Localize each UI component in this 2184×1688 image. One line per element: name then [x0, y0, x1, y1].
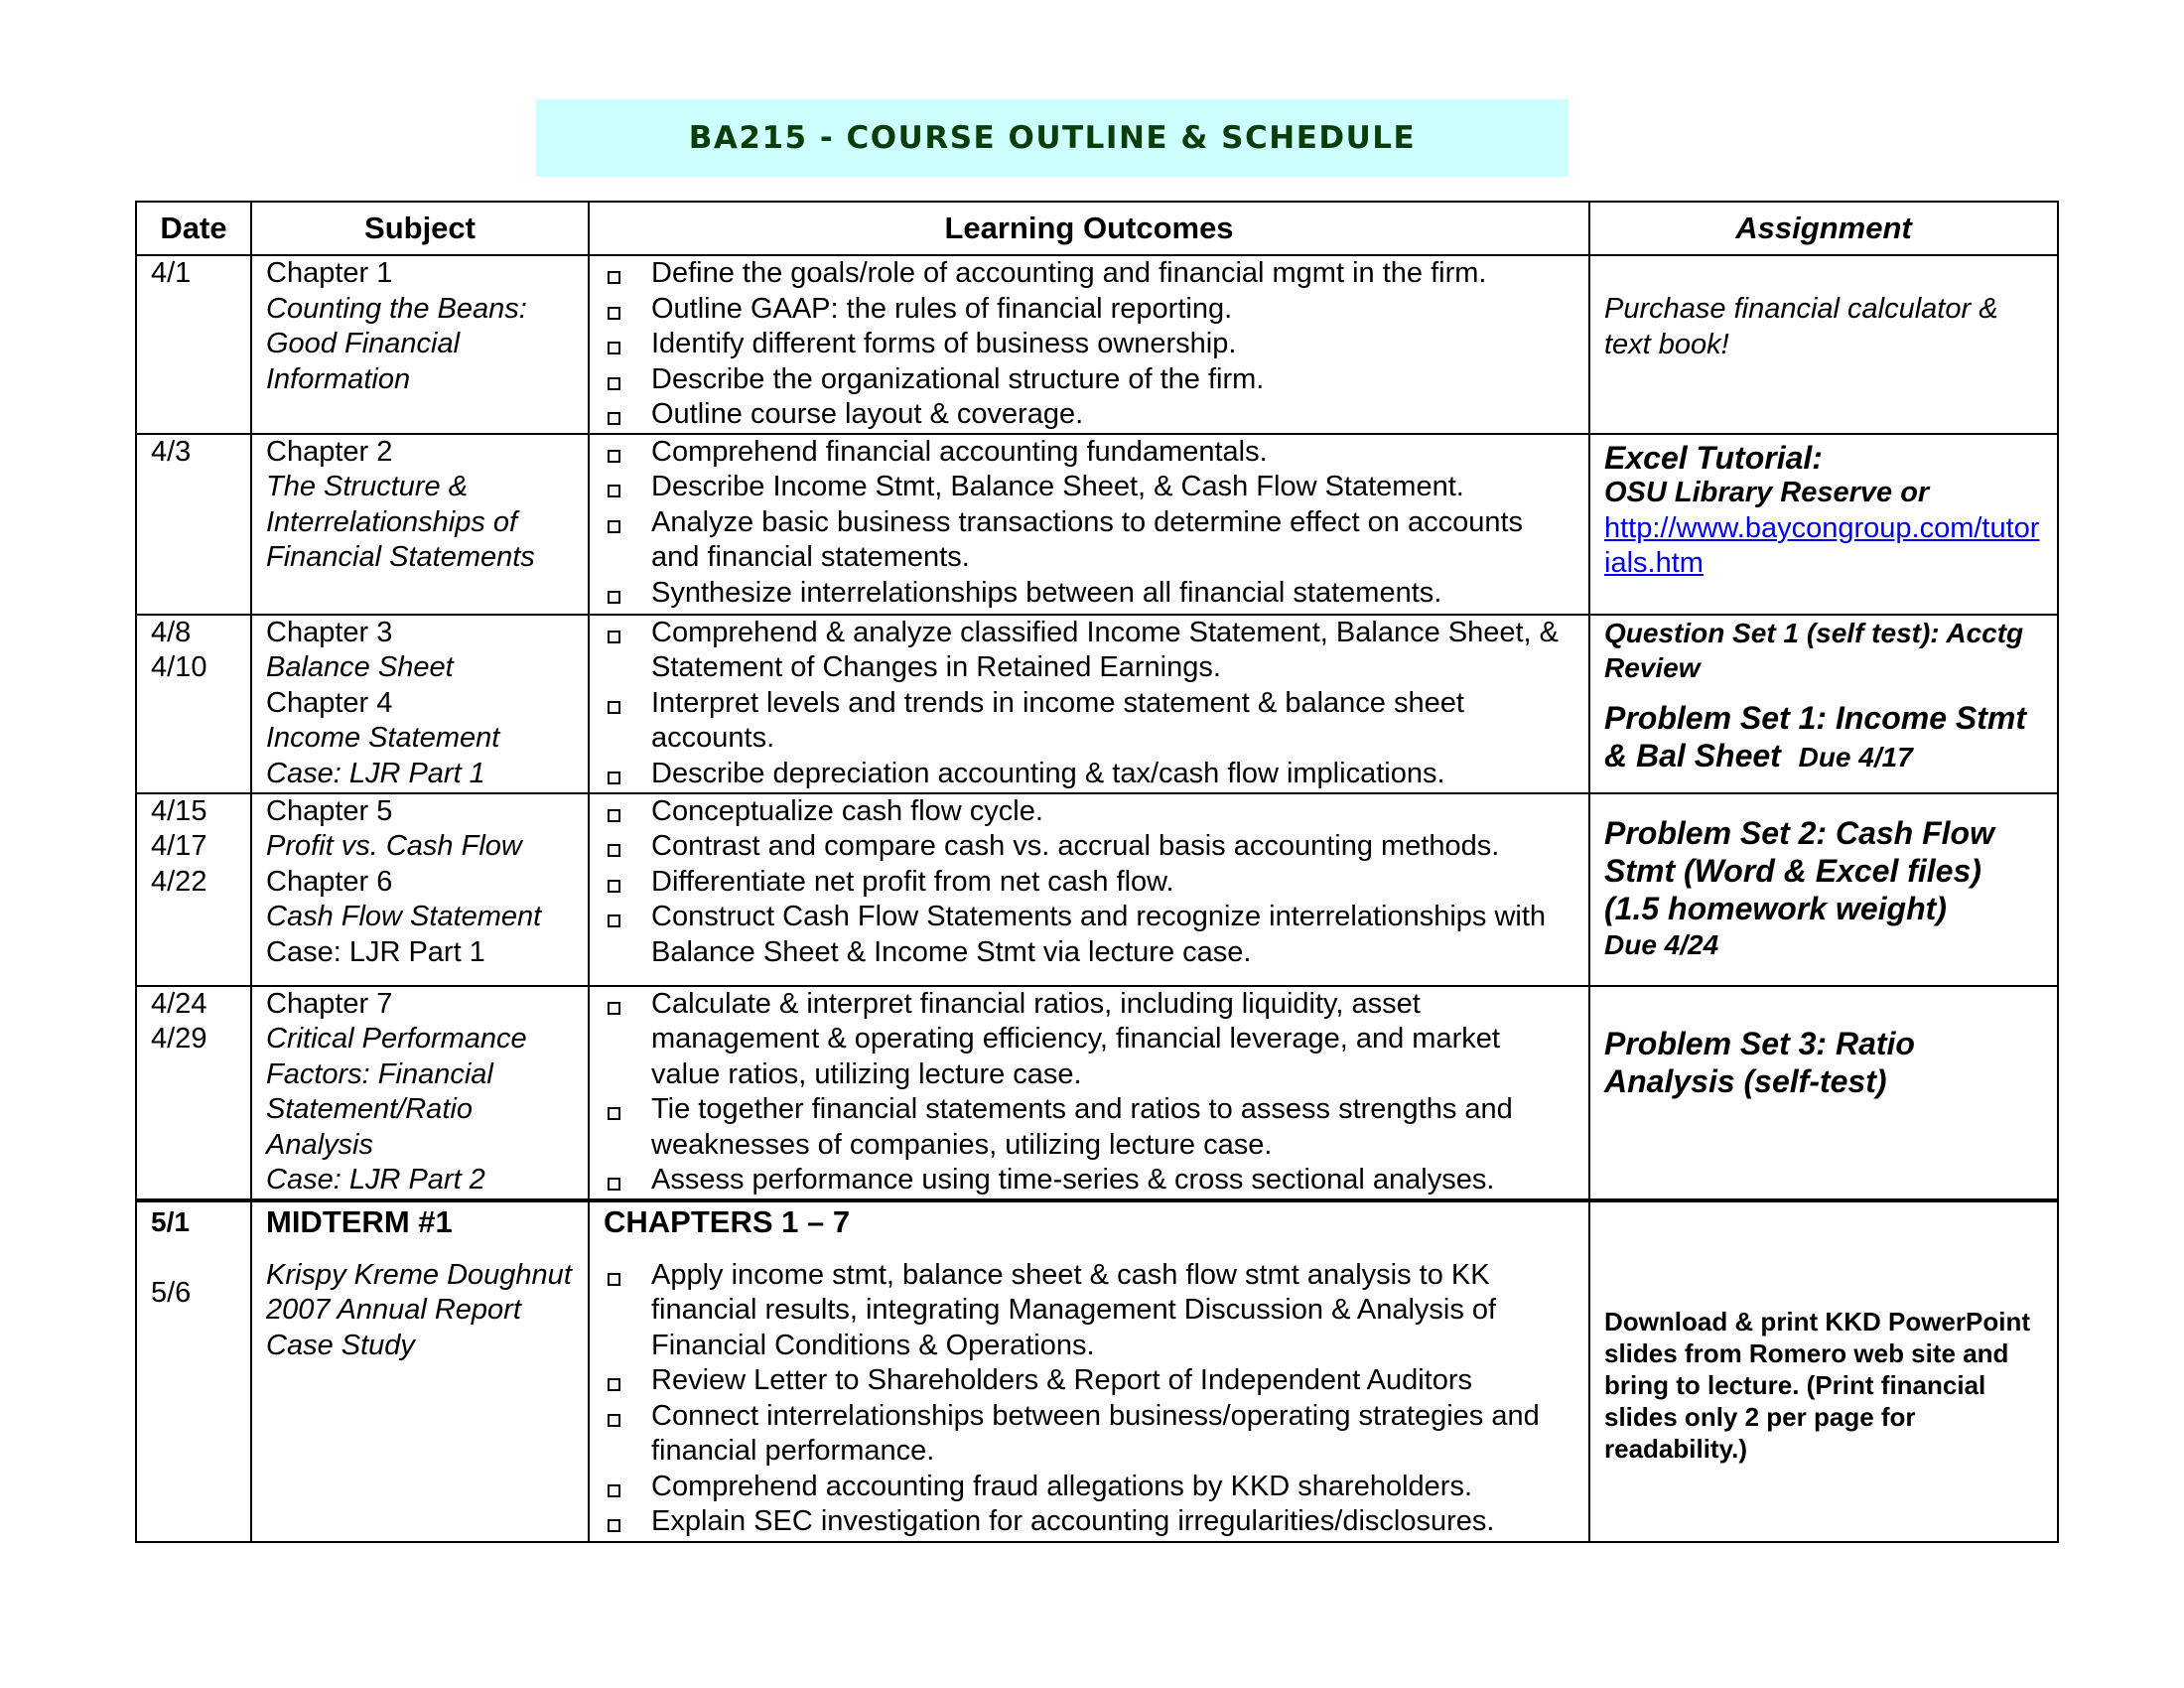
list-item: Contrast and compare cash vs. accrual basis accounting methods.	[604, 829, 1574, 865]
table-row	[136, 986, 2058, 1200]
subject-title: Cash Flow Statement	[266, 901, 542, 932]
subject-chapter: Chapter 1	[266, 257, 393, 289]
course-outline-table	[135, 201, 2059, 1543]
checkbox-bullet-icon	[608, 772, 620, 784]
list-item: Synthesize interrelationships between all financial statements.	[604, 576, 1574, 612]
row-outcomes	[589, 793, 1589, 986]
table-row	[136, 615, 2058, 793]
checkbox-bullet-icon	[608, 520, 620, 533]
assignment-question-set: Question Set 1 (self test): Acctg Review	[1604, 617, 2024, 683]
row-outcomes	[589, 615, 1589, 793]
subject-chapter: Chapter 3	[266, 616, 393, 648]
row-assignment	[1589, 615, 2058, 793]
subject-chapter: Chapter 5	[266, 794, 393, 827]
subject-chapter: Chapter 2	[266, 435, 393, 468]
assignment-text: Purchase financial calculator & text book!	[1604, 293, 1998, 360]
checkbox-bullet-icon	[608, 450, 620, 463]
row-outcomes	[589, 986, 1589, 1200]
list-item: Describe depreciation accounting & tax/cash flow implications.	[604, 757, 1574, 792]
row-date	[136, 434, 251, 615]
list-item: Comprehend financial accounting fundamentals.	[604, 435, 1574, 471]
checkbox-bullet-icon	[608, 342, 620, 354]
row-subject	[251, 793, 589, 986]
checkbox-bullet-icon	[608, 1519, 620, 1532]
date-text: 5/6	[151, 1276, 192, 1309]
checkbox-bullet-icon	[608, 377, 620, 390]
row-outcomes	[589, 1258, 1589, 1542]
assignment-problem-set: Problem Set 3: Ratio Analysis (self-test)	[1604, 1025, 1915, 1099]
checkbox-bullet-icon	[608, 1414, 620, 1427]
row-date	[136, 986, 251, 1200]
date-text: 4/24	[151, 987, 207, 1020]
subject-title: Profit vs. Cash Flow	[266, 830, 522, 862]
table-row	[136, 255, 2058, 434]
midterm-outcomes: CHAPTERS 1 – 7	[589, 1200, 1589, 1258]
list-item: Analyze basic business transactions to determine effect on accounts and financial statements.	[604, 505, 1574, 576]
subject-title: Income Statement	[266, 722, 500, 754]
date-text: 4/29	[151, 1023, 207, 1055]
row-date	[136, 1258, 251, 1542]
checkbox-bullet-icon	[608, 271, 620, 284]
subject-title: The Structure & Interrelationships of Financial Statements	[266, 471, 535, 573]
assignment-problem-set: Problem Set 2: Cash Flow Stmt (Word & Excel files) (1.5 homework weight)	[1604, 814, 1994, 926]
row-subject	[251, 986, 589, 1200]
checkbox-bullet-icon	[608, 307, 620, 320]
checkbox-bullet-icon	[608, 701, 620, 714]
list-item: Construct Cash Flow Statements and recognize interrelationships with Balance Sheet & Income Stmt via lecture case.	[604, 900, 1574, 970]
subject-case: Case: LJR Part 2	[266, 1164, 485, 1196]
subject-chapter: Chapter 7	[266, 987, 393, 1020]
checkbox-bullet-icon	[608, 412, 620, 425]
assignment-due: Due 4/24	[1604, 928, 1719, 960]
list-item: Comprehend accounting fraud allegations by KKD shareholders.	[604, 1470, 1574, 1505]
list-item: Identify different forms of business ownership.	[604, 327, 1574, 362]
midterm-date: 5/1	[136, 1200, 251, 1258]
header-assignment: Assignment	[1589, 202, 2058, 255]
subject-chapter: Chapter 4	[266, 686, 393, 719]
assignment-problem-set: Problem Set 1: Income Stmt & Bal Sheet Due 4/17	[1604, 699, 2026, 774]
assignment-title: Excel Tutorial:	[1604, 439, 1823, 476]
row-subject	[251, 255, 589, 434]
title-banner	[536, 99, 1569, 177]
checkbox-bullet-icon	[608, 1107, 620, 1120]
checkbox-bullet-icon	[608, 591, 620, 604]
row-assignment	[1589, 434, 2058, 615]
checkbox-bullet-icon	[608, 1273, 620, 1286]
header-outcomes: Learning Outcomes	[589, 202, 1589, 255]
list-item: Describe the organizational structure of the firm.	[604, 362, 1574, 398]
midterm-assignment	[1589, 1200, 2058, 1258]
midterm-row	[136, 1200, 2058, 1258]
checkbox-bullet-icon	[608, 809, 620, 822]
checkbox-bullet-icon	[608, 844, 620, 857]
subject-case: Case: LJR Part 1	[266, 935, 485, 968]
subject-case: Case: LJR Part 1	[266, 757, 485, 789]
checkbox-bullet-icon	[608, 1378, 620, 1391]
table-row	[136, 434, 2058, 615]
subject-title: Krispy Kreme Doughnut 2007 Annual Report Case Study	[266, 1258, 572, 1361]
checkbox-bullet-icon	[608, 1002, 620, 1015]
row-date	[136, 793, 251, 986]
date-text: 4/8	[151, 616, 192, 648]
list-item: Review Letter to Shareholders & Report of Independent Auditors	[604, 1363, 1574, 1399]
checkbox-bullet-icon	[608, 914, 620, 927]
checkbox-bullet-icon	[608, 485, 620, 497]
subject-title: Critical Performance Factors: Financial Statement/Ratio Analysis	[266, 1023, 527, 1161]
header-date: Date	[136, 202, 251, 255]
row-outcomes	[589, 255, 1589, 434]
list-item: Tie together financial statements and ratios to assess strengths and weaknesses of companies, utilizing lecture case.	[604, 1092, 1574, 1163]
list-item: Define the goals/role of accounting and financial mgmt in the firm.	[604, 256, 1574, 292]
date-text: 4/17	[151, 830, 207, 862]
assignment-due: Due 4/17	[1798, 741, 1913, 773]
case-study-row	[136, 1258, 2058, 1542]
list-item: Explain SEC investigation for accounting irregularities/disclosures.	[604, 1504, 1574, 1540]
list-item: Describe Income Stmt, Balance Sheet, & Cash Flow Statement.	[604, 470, 1574, 505]
row-assignment	[1589, 1258, 2058, 1542]
date-text: 4/22	[151, 865, 207, 898]
list-item: Apply income stmt, balance sheet & cash flow stmt analysis to KK financial results, integrating Management Discussion & Analysis of Financial Conditions & Operations.	[604, 1258, 1574, 1364]
assignment-text: Download & print KKD PowerPoint slides from Romero web site and bring to lecture. (Print financial slides only 2 per page for readability.)	[1604, 1306, 2030, 1464]
list-item: Conceptualize cash flow cycle.	[604, 794, 1574, 830]
row-date	[136, 615, 251, 793]
row-subject	[251, 1258, 589, 1542]
row-assignment	[1589, 255, 2058, 434]
subject-chapter: Chapter 6	[266, 865, 393, 898]
row-subject	[251, 434, 589, 615]
midterm-subject: MIDTERM #1	[251, 1200, 589, 1258]
list-item: Comprehend & analyze classified Income Statement, Balance Sheet, & Statement of Changes in Retained Earnings.	[604, 616, 1574, 686]
page-title: BA215 - COURSE OUTLINE & SCHEDULE	[688, 120, 1417, 156]
list-item: Assess performance using time-series & cross sectional analyses.	[604, 1163, 1574, 1198]
row-assignment	[1589, 986, 2058, 1200]
list-item: Connect interrelationships between business/operating strategies and financial performance.	[604, 1399, 1574, 1470]
assignment-subtitle: OSU Library Reserve or	[1604, 477, 1930, 508]
row-date	[136, 255, 251, 434]
date-text: 4/10	[151, 651, 207, 683]
date-text: 4/3	[151, 435, 192, 468]
checkbox-bullet-icon	[608, 880, 620, 893]
header-subject: Subject	[251, 202, 589, 255]
subject-title: Counting the Beans: Good Financial Information	[266, 292, 527, 395]
date-text: 4/1	[151, 257, 192, 289]
tutorial-link[interactable]: http://www.baycongroup.com/tutorials.htm	[1604, 511, 2040, 579]
list-item: Calculate & interpret financial ratios, including liquidity, asset management & operating efficiency, financial leverage, and market value ratios, utilizing lecture case.	[604, 987, 1574, 1093]
list-item: Outline GAAP: the rules of financial reporting.	[604, 292, 1574, 328]
date-text: 4/15	[151, 794, 207, 827]
checkbox-bullet-icon	[608, 1178, 620, 1191]
list-item: Outline course layout & coverage.	[604, 397, 1574, 433]
table-row	[136, 793, 2058, 986]
checkbox-bullet-icon	[608, 631, 620, 643]
list-item: Interpret levels and trends in income statement & balance sheet accounts.	[604, 686, 1574, 757]
subject-title: Balance Sheet	[266, 651, 454, 683]
checkbox-bullet-icon	[608, 1484, 620, 1497]
header-row	[136, 202, 2058, 255]
list-item: Differentiate net profit from net cash flow.	[604, 865, 1574, 901]
row-subject	[251, 615, 589, 793]
row-outcomes	[589, 434, 1589, 615]
row-assignment	[1589, 793, 2058, 986]
